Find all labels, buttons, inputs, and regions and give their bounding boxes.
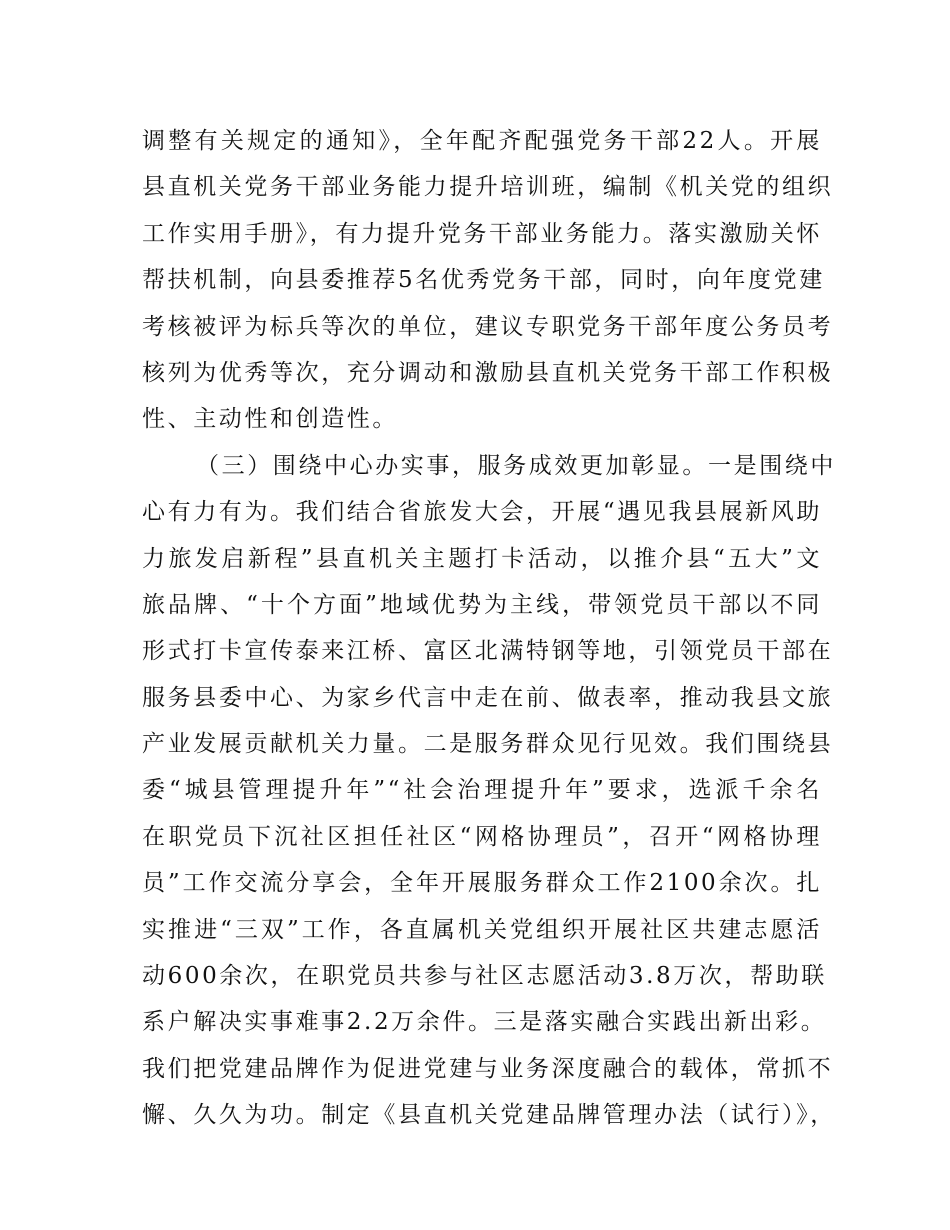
- text-line: 县直机关党务干部业务能力提升培训班，编制《机关党的组织: [142, 174, 834, 201]
- text-line: 心有力有为。我们结合省旅发大会，开展“遇见我县展新风助: [142, 499, 822, 526]
- text-line: 员”工作交流分享会，全年开展服务群众工作2100余次。扎: [142, 870, 822, 897]
- text-line: 性、主动性和创造性。: [142, 406, 398, 433]
- text-line: 动600余次，在职党员共参与社区志愿活动3.8万次，帮助联: [142, 963, 827, 990]
- text-line: 调整有关规定的通知》，全年配齐配强党务干部22人。开展: [142, 128, 822, 154]
- text-line: 实推进“三双”工作，各直属机关党组织开展社区共建志愿活: [142, 916, 822, 943]
- text-line: 工作实用手册》，有力提升党务干部业务能力。落实激励关怀: [142, 220, 822, 247]
- text-line: 我们把党建品牌作为促进党建与业务深度融合的载体，常抓不: [142, 1055, 834, 1082]
- text-line: 服务县委中心、为家乡代言中走在前、做表率，推动我县文旅: [142, 684, 834, 711]
- text-line: 系户解决实事难事2.2万余件。三是落实融合实践出新出彩。: [142, 1009, 827, 1036]
- text-line: 委“城县管理提升年”“社会治理提升年”要求，选派千余名: [142, 777, 822, 804]
- text-line: 在职党员下沉社区担任社区“网格协理员”，召开“网格协理: [142, 823, 822, 850]
- text-line: 考核被评为标兵等次的单位，建议专职党务干部年度公务员考: [142, 313, 834, 340]
- text-line: 核列为优秀等次，充分调动和激励县直机关党务干部工作积极: [142, 359, 834, 386]
- text-line: 帮扶机制，向县委推荐5名优秀党务干部，同时，向年度党建: [142, 267, 825, 294]
- body-text: [142, 118, 836, 1139]
- text-line: 产业发展贡献机关力量。二是服务群众见行见效。我们围绕县: [142, 731, 834, 758]
- text-line: 力旅发启新程”县直机关主题打卡活动，以推介县“五大”文: [142, 545, 822, 572]
- text-line: 旅品牌、“十个方面”地域优势为主线，带领党员干部以不同: [142, 591, 822, 618]
- section-heading-line: （三）围绕中心办实事，服务成效更加彰显。一是围绕中: [196, 452, 836, 479]
- text-line: 懈、久久为功。制定《县直机关党建品牌管理办法（试行）》，: [142, 1102, 836, 1129]
- text-line: 形式打卡宣传泰来江桥、富区北满特钢等地，引领党员干部在: [142, 638, 834, 665]
